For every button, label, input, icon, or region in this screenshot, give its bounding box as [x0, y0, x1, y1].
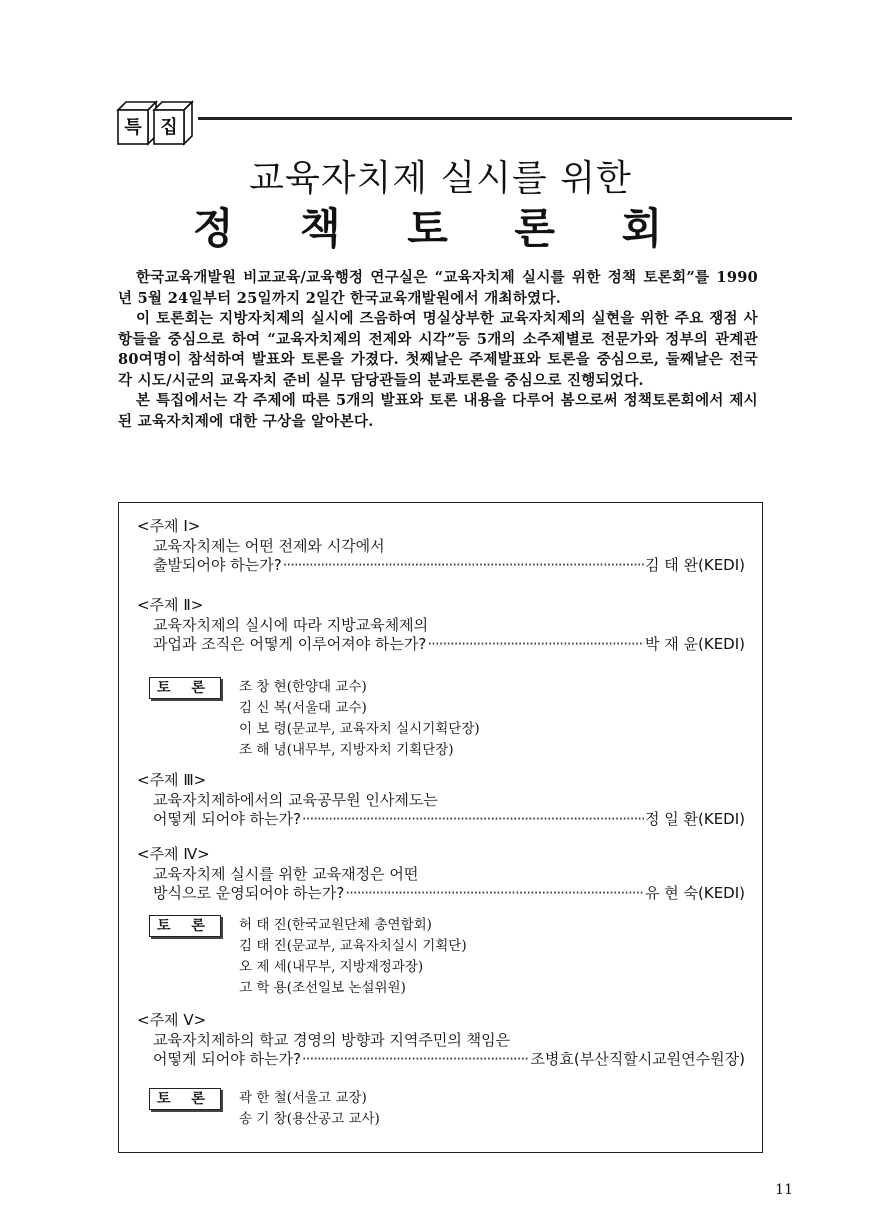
topic-presenter: 유 현 숙(KEDI)	[645, 884, 745, 902]
discussion-label: 토 론	[149, 1088, 221, 1110]
discussion-label: 토 론	[149, 915, 221, 937]
topic-question: 방식으로 운영되어야 하는가?	[153, 884, 345, 902]
topic-label: <주제 Ⅳ>	[137, 845, 210, 863]
badge-box-2	[154, 102, 192, 144]
discussant: 이 보 령(문교부, 교육자치 실시기획단장)	[239, 721, 480, 737]
topic-1	[137, 517, 745, 575]
topic-title-line-2	[137, 1050, 745, 1069]
topic-2	[137, 596, 745, 654]
special-feature-badge	[116, 100, 196, 146]
program-box	[118, 502, 763, 1153]
discussant-list	[239, 677, 480, 761]
topic-3	[137, 771, 745, 829]
topic-label: <주제 Ⅰ>	[137, 517, 201, 535]
topic-question: 출발되어야 하는가?	[153, 556, 282, 574]
discussant-list	[239, 1088, 380, 1130]
topic-title-line-2	[137, 635, 745, 654]
topic-presenter: 박 재 윤(KEDI)	[645, 635, 745, 653]
topic-title-line-2	[137, 884, 745, 903]
topic-title-line-1: 교육자치제 실시를 위한 교육재정은 어떤	[153, 865, 419, 883]
topic-5	[137, 1011, 745, 1069]
topic-title-line-1: 교육자치제하에서의 교육공무원 인사제도는	[153, 791, 438, 809]
topic-title-line-2	[137, 556, 745, 575]
topic-presenter: 조병효(부산직할시교원연수원장)	[530, 1050, 745, 1068]
leader-dots	[302, 1050, 530, 1069]
leader-dots	[283, 556, 644, 575]
topic-title-line-1: 교육자치제하의 학교 경영의 방향과 지역주민의 책임은	[153, 1031, 511, 1049]
topic-label: <주제 Ⅲ>	[137, 771, 207, 789]
leader-dots	[345, 884, 644, 903]
topic-title-line-1: 교육자치제는 어떤 전제와 시각에서	[153, 537, 385, 555]
discussant: 김 태 진(문교부, 교육자치실시 기획단)	[239, 938, 467, 954]
intro-paragraph-3: 본 특집에서는 각 주제에 따른 5개의 발표와 토론 내용을 다루어 봄으로써 정책토론회에서 제시된 교육자치제에 대한 구상을 알아본다.	[118, 392, 758, 430]
topic-title-line-1: 교육자치제의 실시에 따라 지방교육체제의	[153, 616, 429, 634]
discussant: 조 창 현(한양대 교수)	[239, 679, 367, 695]
badge-box-1	[118, 102, 156, 144]
discussant: 조 해 녕(내무부, 지방자치 기획단장)	[239, 742, 454, 758]
badge-char-2: 집	[160, 117, 178, 138]
topic-question: 어떻게 되어야 하는가?	[153, 810, 301, 828]
discussant: 송 기 창(용산공고 교사)	[239, 1111, 380, 1127]
leader-dots	[302, 810, 644, 829]
discussant-list	[239, 915, 467, 999]
title-line-1: 교육자치제 실시를 위한	[249, 158, 632, 199]
discussant: 곽 한 철(서울고 교장)	[239, 1090, 367, 1106]
topic-4	[137, 845, 745, 903]
title-line-2: 정 책 토 론 회	[192, 204, 689, 253]
discussant: 오 제 세(내무부, 지방재정과장)	[239, 959, 424, 975]
topic-question: 어떻게 되어야 하는가?	[153, 1050, 301, 1068]
topic-title-line-2	[137, 810, 745, 829]
intro-paragraph-2: 이 토론회는 지방자치제의 실시에 즈음하여 명실상부한 교육자치제의 실현을 위한 주요 쟁점 사항들을 중심으로 하여 “교육자치제의 전제와 시각”등 5개의 소주제별로 전문가와 정부의 관계관 80여명이 참석하여 발표와 토론을 가졌다. 첫째날은 주제발표와 토론을 중심으로, 둘째날은 전국 각 시도/시군의 교육자치 준비 실무 담당관들의 분과토론을 중심으로 진행되었다.	[118, 310, 758, 389]
discussant: 고 학 용(조선일보 논설위원)	[239, 980, 406, 996]
header-rule	[198, 117, 792, 120]
intro-text	[118, 268, 758, 432]
discussant: 김 신 복(서울대 교수)	[239, 700, 367, 716]
topic-presenter: 정 일 환(KEDI)	[645, 810, 745, 828]
topic-label: <주제 Ⅱ>	[137, 596, 204, 614]
topic-label: <주제 Ⅴ>	[137, 1011, 207, 1029]
page-number: 11	[775, 1182, 793, 1198]
badge-char-1: 특	[124, 117, 142, 138]
topic-question: 과업과 조직은 어떻게 이루어져야 하는가?	[153, 635, 427, 653]
discussion-label: 토 론	[149, 677, 221, 699]
topic-presenter: 김 태 완(KEDI)	[645, 556, 745, 574]
intro-paragraph-1: 한국교육개발원 비교교육/교육행정 연구실은 “교육자치제 실시를 위한 정책 토론회”를 1990년 5월 24일부터 25일까지 2일간 한국교육개발원에서 개최하였다.	[118, 269, 758, 307]
leader-dots	[427, 635, 644, 654]
discussant: 허 태 진(한국교원단체 총연합회)	[239, 917, 432, 933]
